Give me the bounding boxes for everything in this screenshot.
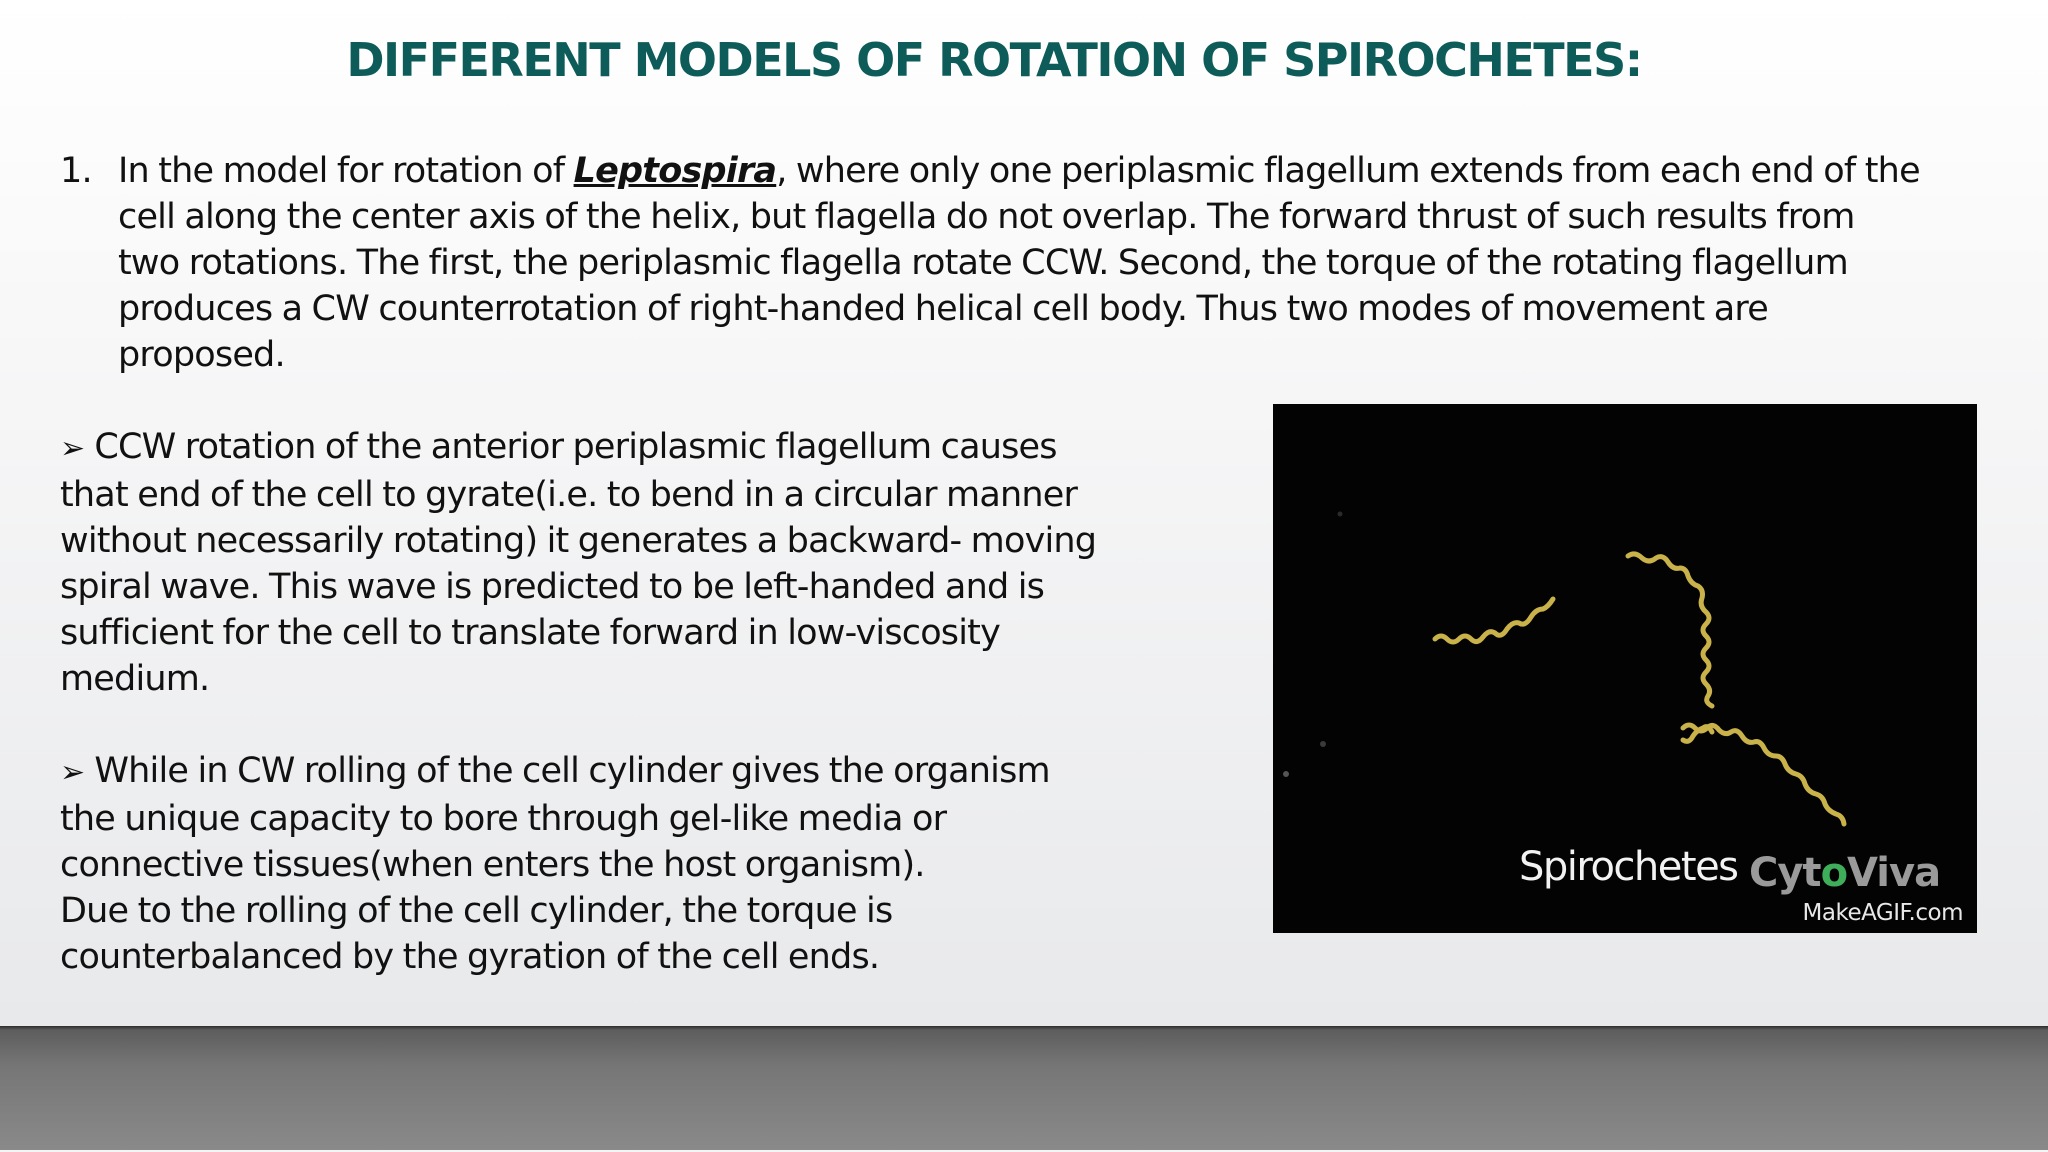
makeagif-watermark: MakeAGIF.com bbox=[1802, 900, 1963, 926]
spirochetes-video-frame[interactable] bbox=[1273, 404, 1977, 933]
point-text bbox=[118, 148, 1920, 378]
spirochete-filament bbox=[1683, 727, 1712, 742]
floor-decoration bbox=[0, 1026, 2048, 1152]
arrow-bullet-icon: ➢ bbox=[60, 431, 85, 466]
point-number: 1. bbox=[60, 151, 92, 191]
spirochete-filament bbox=[1683, 725, 1844, 824]
debris-dot bbox=[1320, 741, 1326, 747]
leptospira-emphasis: Leptospira bbox=[573, 151, 777, 191]
bullet-cw-text: While in CW rolling of the cell cylinder gives the organism the unique capacity to bore through gel-like media or connective tissues(when enters the host organism). bbox=[60, 751, 1050, 885]
debris-dot bbox=[1283, 771, 1289, 777]
debris-dot bbox=[1338, 512, 1343, 517]
bullet-ccw bbox=[60, 424, 1100, 702]
logo-globe-icon: o bbox=[1820, 850, 1848, 896]
spacer bbox=[60, 702, 1100, 748]
logo-text: Cyt bbox=[1749, 850, 1821, 896]
arrow-bullet-icon: ➢ bbox=[60, 755, 85, 790]
image-caption: Spirochetes bbox=[1519, 844, 1738, 890]
bullet-column bbox=[60, 424, 1100, 980]
point-text-after: , where only one periplasmic flagellum extends from each end of the cell along the center axis of the helix, but flagella do not overlap. The forward thrust of such results from two rotations. The first, the periplasmic flagella rotate CCW. Second, the torque of the rotating flagellum produces a CW counterrotation of right-handed helical cell body. Thus two modes of movement are proposed. bbox=[118, 151, 1920, 375]
logo-text: Viva bbox=[1847, 850, 1941, 896]
bullet-ccw-text: CCW rotation of the anterior periplasmic flagellum causes that end of the cell to gyrate(i.e. to bend in a circular manner without necessarily rotating) it generates a backward- moving spiral wave. This wave is predicted to be left-handed and is sufficient for the cell to translate forward in low-viscosity medium. bbox=[60, 427, 1097, 699]
spirochete-filament bbox=[1628, 554, 1712, 706]
spirochete-filament bbox=[1435, 599, 1553, 642]
point-text-before: In the model for rotation of bbox=[118, 151, 574, 191]
bullet-cw-continued: Due to the rolling of the cell cylinder, the torque is counterbalanced by the gyration of the cell ends. bbox=[60, 891, 893, 977]
cytoviva-logo bbox=[1749, 850, 1940, 896]
numbered-point-1 bbox=[60, 148, 1920, 378]
bullet-cw bbox=[60, 748, 1100, 888]
slide-title: DIFFERENT MODELS OF ROTATION OF SPIROCHETES: bbox=[346, 33, 1642, 87]
